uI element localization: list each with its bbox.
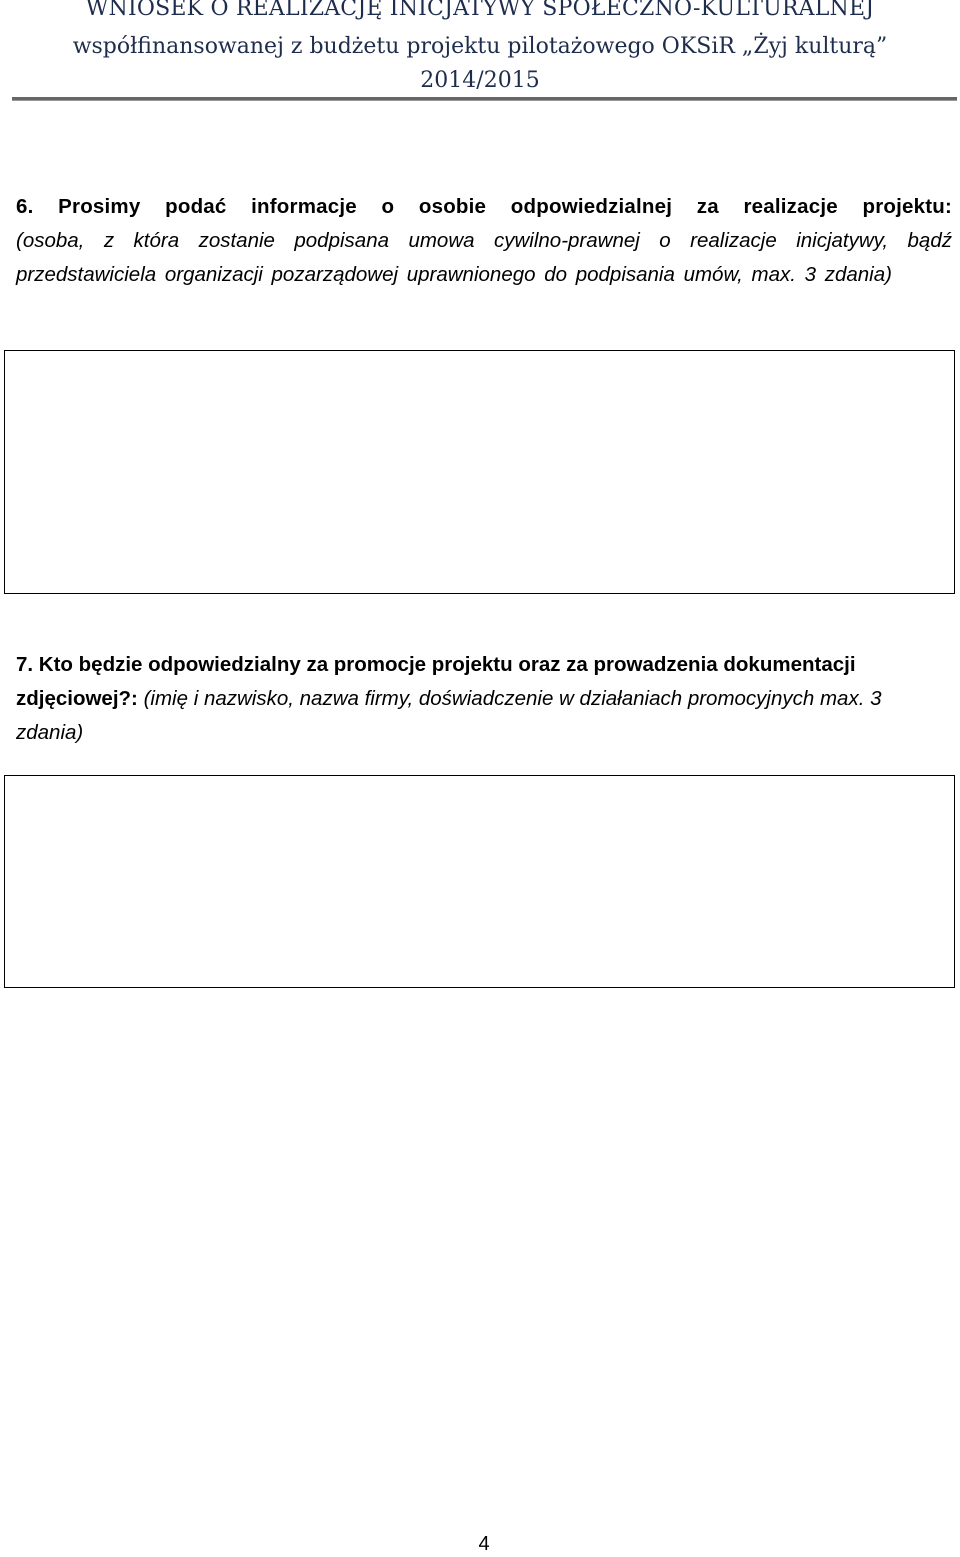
- header-divider: [12, 97, 957, 101]
- question-6-hint: (osoba, z która zostanie podpisana umowa cywilno-prawnej o realizacje inicjatywy, bądź przedstawiciela organizacji pozarządowej uprawnionego do podpisania umów, max. 3 zdania): [16, 229, 952, 286]
- question-7-hint: (imię i nazwisko, nazwa firmy, doświadczenie w działaniach promocyjnych max. 3 zdania): [16, 687, 882, 744]
- question-7: [16, 648, 952, 750]
- question-6-answer-field[interactable]: [4, 350, 955, 594]
- page-number: 4: [478, 1533, 490, 1555]
- form-subtitle: współfinansowanej z budżetu projektu pilotażowego OKSiR „Żyj kulturą”: [72, 34, 888, 59]
- question-6-title: 6. Prosimy podać informacje o osobie odpowiedzialnej za realizacje projektu:: [16, 195, 952, 218]
- question-7-answer-field[interactable]: [4, 775, 955, 988]
- question-6: [16, 190, 952, 292]
- document-header: [0, 0, 960, 106]
- question-7-title: 7. Kto będzie odpowiedzialny za promocje projektu oraz za prowadzenia dokumentacji zdjęciowej?:: [16, 653, 856, 710]
- form-year: 2014/2015: [420, 68, 540, 93]
- form-title: WNIOSEK O REALIZACJĘ INICJATYWY SPOŁECZNO-KULTURALNEJ: [85, 0, 875, 21]
